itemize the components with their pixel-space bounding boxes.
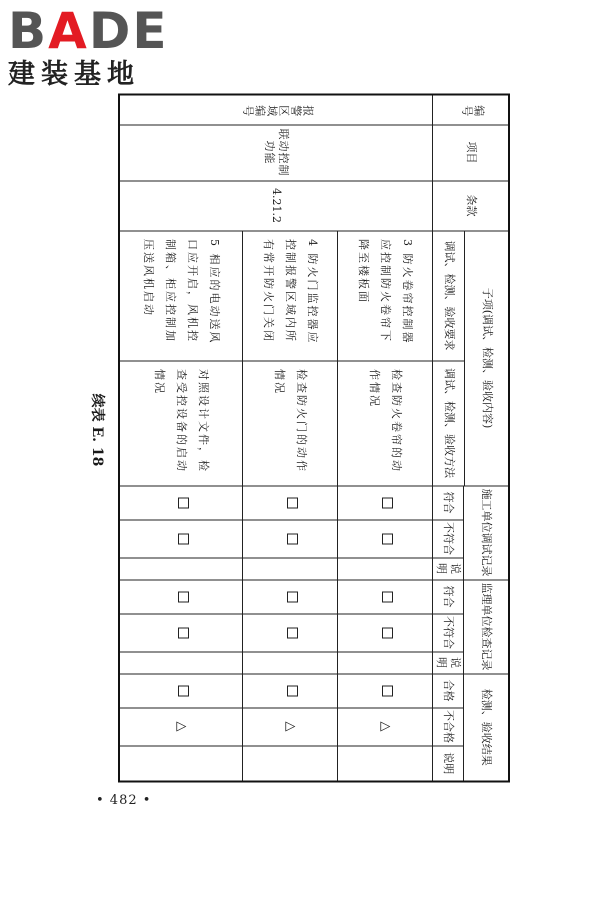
- checkbox[interactable]: [243, 519, 338, 557]
- jg-hege: 合格: [433, 673, 464, 707]
- note-cell[interactable]: [338, 745, 433, 781]
- checkbox[interactable]: [338, 673, 433, 707]
- checkbox[interactable]: [119, 579, 243, 613]
- jl-bufuhe: 不符合: [433, 613, 464, 651]
- triangle-mark: △: [119, 707, 243, 745]
- checkbox[interactable]: [243, 673, 338, 707]
- table-caption-wrap: [88, 380, 108, 480]
- checkbox[interactable]: [119, 485, 243, 519]
- note-cell[interactable]: [338, 557, 433, 579]
- header-tiaokuan: 条款: [433, 180, 509, 230]
- header-method: 调试、检测、验收方法: [433, 360, 465, 485]
- note-cell[interactable]: [243, 651, 338, 673]
- header-jieguo: 检测、验收结果: [464, 673, 509, 781]
- header-bianhao: 编号: [433, 94, 509, 124]
- brand-logo: [8, 2, 178, 94]
- clause-cell: 4.21.2: [119, 180, 433, 230]
- checkbox[interactable]: [243, 579, 338, 613]
- header-row-1: [465, 94, 509, 781]
- table-row: [338, 94, 433, 781]
- logo-subtitle: 建装基地: [8, 59, 140, 90]
- note-cell[interactable]: [243, 745, 338, 781]
- checkbox[interactable]: [338, 579, 433, 613]
- note-cell[interactable]: [243, 557, 338, 579]
- jg-shuoming: 说明: [433, 745, 464, 781]
- header-shigong: 施工单位调试记录: [464, 485, 509, 579]
- alarm-zone-cell: 报警区域编号: [119, 94, 433, 124]
- checkbox[interactable]: [243, 613, 338, 651]
- checkbox[interactable]: [119, 613, 243, 651]
- sg-bufuhe: 不符合: [433, 519, 464, 557]
- checkbox[interactable]: [338, 519, 433, 557]
- rotated-table: [118, 93, 510, 780]
- checkbox[interactable]: [338, 485, 433, 519]
- triangle-mark: △: [338, 707, 433, 745]
- checkbox[interactable]: [338, 613, 433, 651]
- jl-fuhe: 符合: [433, 579, 464, 613]
- page-number: • 482 •: [96, 793, 152, 808]
- note-cell[interactable]: [338, 651, 433, 673]
- method-cell: 对照设计文件，检查受控设备的启动情况: [119, 360, 243, 485]
- method-cell: 检查防火门的动作情况: [243, 360, 338, 485]
- table-caption: 续表 E. 18: [89, 393, 105, 467]
- logo-wordmark: BADE: [8, 2, 169, 60]
- header-zixiang: 子项(调试、检测、验收内容): [465, 230, 509, 485]
- req-cell: 4 防火门监控器应控制报警区域内所有常开防火门关闭: [243, 230, 338, 360]
- inspection-table: [118, 93, 510, 782]
- table-container: [118, 93, 510, 780]
- note-cell[interactable]: [119, 651, 243, 673]
- header-req: 调试、检测、验收要求: [433, 230, 465, 360]
- checkbox[interactable]: [119, 519, 243, 557]
- triangle-mark: △: [243, 707, 338, 745]
- note-cell[interactable]: [119, 745, 243, 781]
- project-cell: 联动控制功能: [119, 124, 433, 180]
- header-xiangmu: 项目: [433, 124, 509, 180]
- checkbox[interactable]: [119, 673, 243, 707]
- jl-shuoming: 说明: [433, 651, 464, 673]
- checkbox[interactable]: [243, 485, 338, 519]
- jg-buhege: 不合格: [433, 707, 464, 745]
- sg-fuhe: 符合: [433, 485, 464, 519]
- req-cell: 3 防火卷帘控制器应控制防火卷帘下降至楼板面: [338, 230, 433, 360]
- method-cell: 检查防火卷帘的动作情况: [338, 360, 433, 485]
- note-cell[interactable]: [119, 557, 243, 579]
- header-jianli: 监理单位检查记录: [464, 579, 509, 673]
- sg-shuoming: 说明: [433, 557, 464, 579]
- req-cell: 5 相应的电动送风口应开启，风机控制箱、柜应控制加压送风机启动: [119, 230, 243, 360]
